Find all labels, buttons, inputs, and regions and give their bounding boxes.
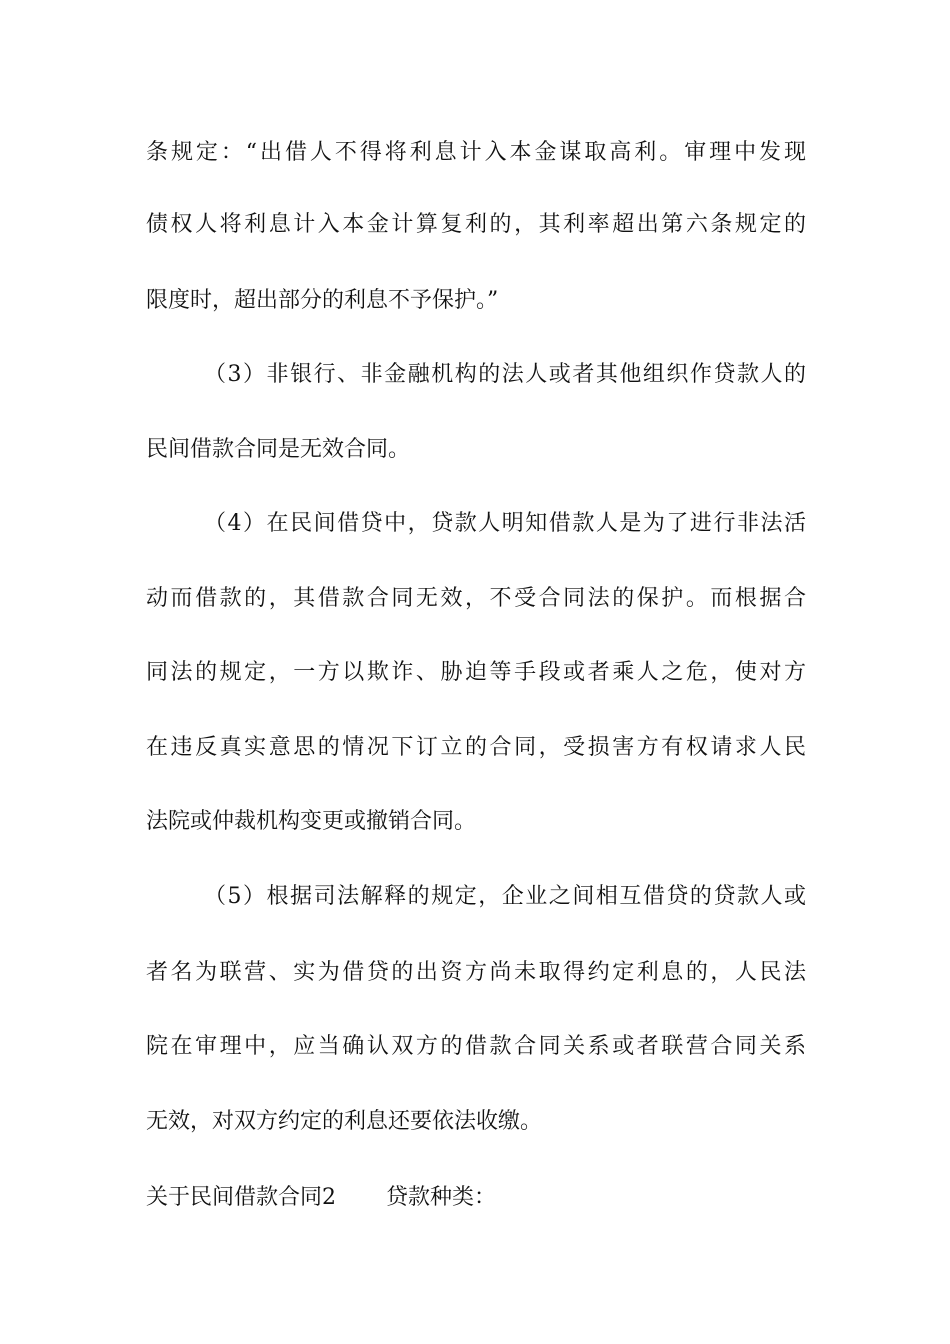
paragraph-3-line-4: 在违反真实意思的情况下订立的合同，受损害方有权请求人民: [146, 735, 806, 760]
paragraph-4-line-3: 院在审理中，应当确认双方的借款合同关系或者联营合同关系: [146, 1034, 806, 1059]
paragraph-3-line-5: 法院或仲裁机构变更或撤销合同。: [146, 809, 477, 834]
paragraph-4-line-1: （5）根据司法解释的规定，企业之间相互借贷的贷款人或: [204, 884, 806, 909]
paragraph-3-line-2: 动而借款的，其借款合同无效，不受合同法的保护。而根据合: [146, 586, 806, 611]
paragraph-1-line-1: 条规定：“出借人不得将利息计入本金谋取高利。审理中发现: [146, 140, 806, 165]
paragraph-1-line-2: 债权人将利息计入本金计算复利的，其利率超出第六条规定的: [146, 212, 806, 237]
paragraph-2-line-2: 民间借款合同是无效合同。: [146, 437, 411, 462]
paragraph-4-line-2: 者名为联营、实为借贷的出资方尚未取得约定利息的，人民法: [146, 960, 806, 985]
paragraph-3-line-1: （4）在民间借贷中，贷款人明知借款人是为了进行非法活: [204, 511, 806, 536]
section-heading: [146, 1183, 496, 1213]
paragraph-3-line-3: 同法的规定，一方以欺诈、胁迫等手段或者乘人之危，使对方: [146, 660, 806, 685]
section-heading-subtitle: 贷款种类：: [386, 1185, 497, 1210]
paragraph-2-line-1: （3）非银行、非金融机构的法人或者其他组织作贷款人的: [204, 362, 806, 387]
paragraph-4-line-4: 无效，对双方约定的利息还要依法收缴。: [146, 1109, 543, 1134]
paragraph-1-line-3: 限度时，超出部分的利息不予保护。”: [146, 288, 499, 313]
section-heading-title: 关于民间借款合同2: [146, 1185, 336, 1210]
